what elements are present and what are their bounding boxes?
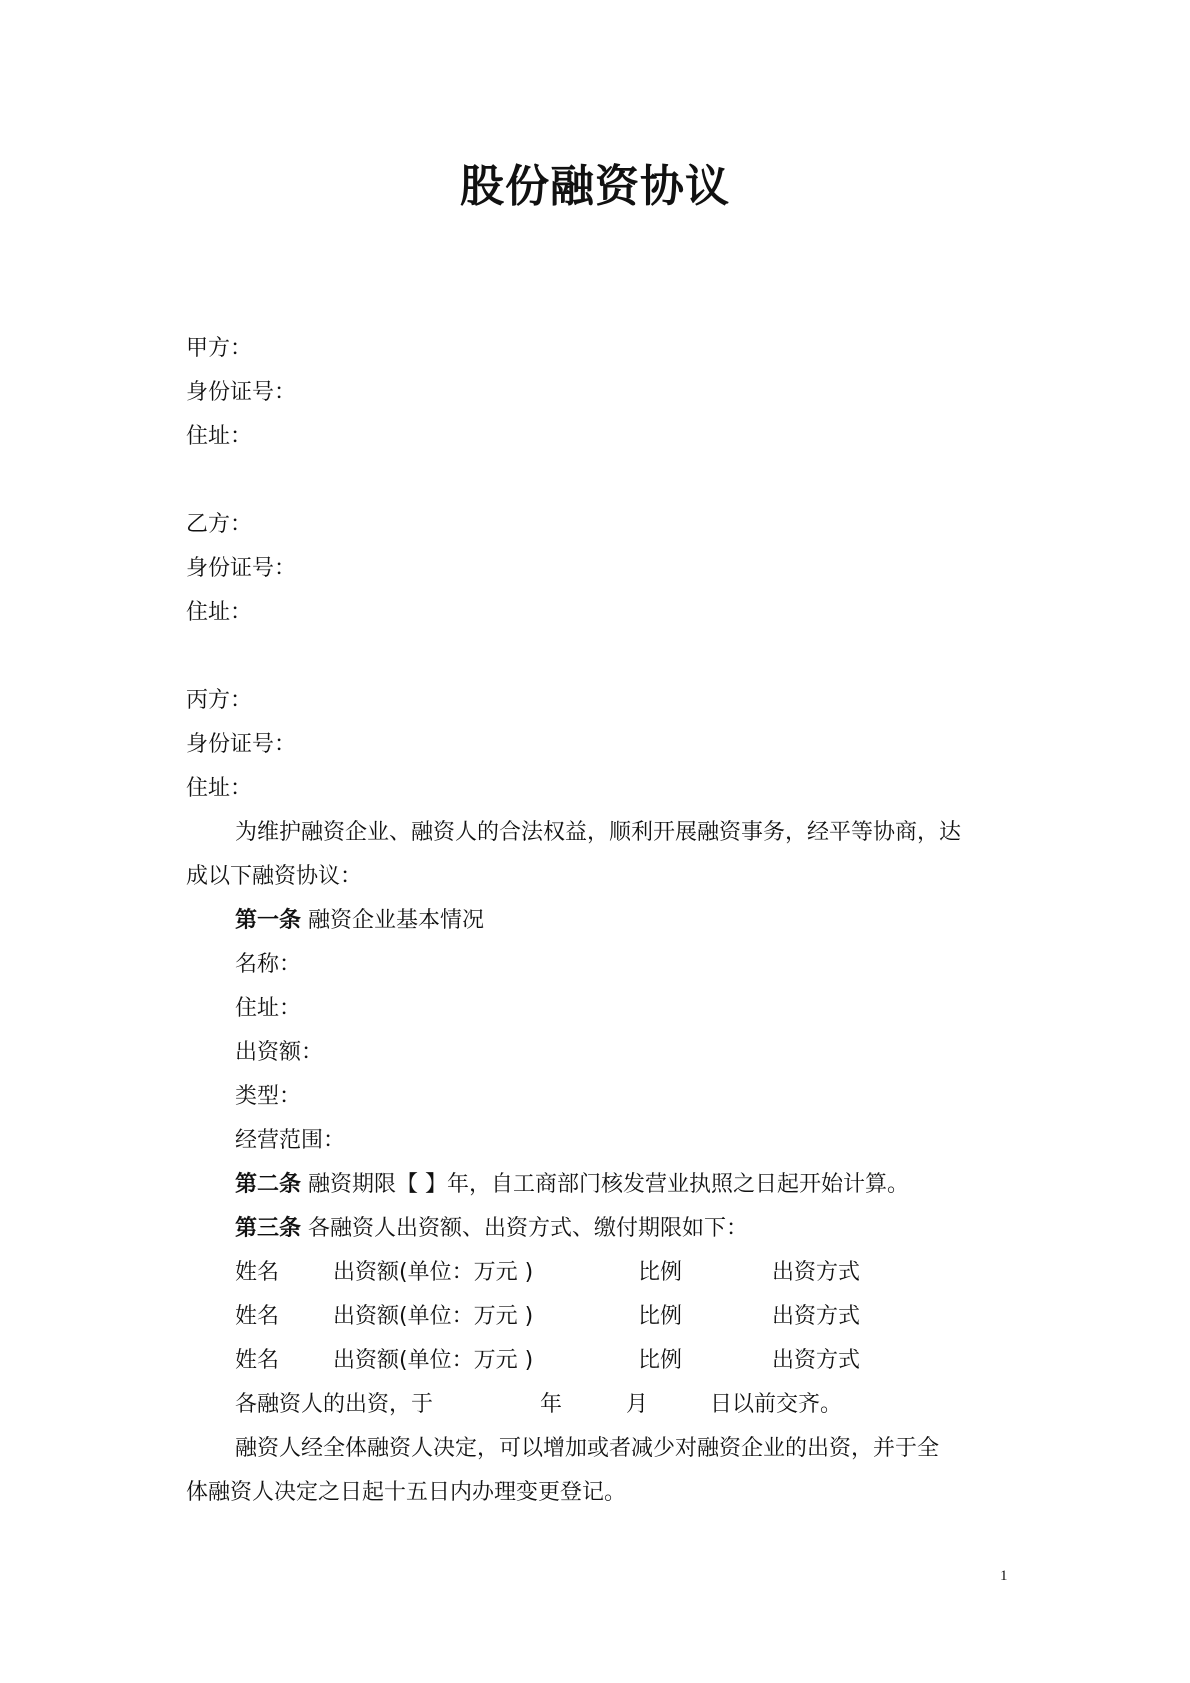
document-title: 股份融资协议 xyxy=(460,161,730,212)
deadline-prefix: 各融资人的出资，于 xyxy=(235,1392,434,1417)
row-1-name: 姓名 xyxy=(235,1260,280,1285)
article-2-heading: 第二条 xyxy=(235,1172,302,1197)
party-b-id: 身份证号： xyxy=(186,556,297,581)
row-1-amount: 出资额(单位：万元 ) xyxy=(333,1260,534,1285)
row-3-ratio: 比例 xyxy=(638,1348,683,1373)
deadline-year: 年 xyxy=(540,1392,563,1417)
row-1-method: 出资方式 xyxy=(772,1260,861,1285)
row-2-method: 出资方式 xyxy=(772,1304,861,1329)
article-1-field-capital: 出资额： xyxy=(235,1040,324,1065)
row-3-amount: 出资额(单位：万元 ) xyxy=(333,1348,534,1373)
article-3-text: 各融资人出资额、出资方式、缴付期限如下： xyxy=(301,1216,749,1241)
party-c-id: 身份证号： xyxy=(186,732,297,757)
row-3-method: 出资方式 xyxy=(772,1348,861,1373)
article-2 xyxy=(235,1170,909,1200)
row-2-name: 姓名 xyxy=(235,1304,280,1329)
change-line-1: 融资人经全体融资人决定，可以增加或者减少对融资企业的出资，并于全 xyxy=(235,1436,940,1461)
party-c-name: 丙方： xyxy=(186,688,253,713)
deadline-day: 日以前交齐。 xyxy=(710,1392,843,1417)
article-3 xyxy=(235,1214,748,1244)
article-1-field-scope: 经营范围： xyxy=(235,1128,346,1153)
intro-line-1: 为维护融资企业、融资人的合法权益，顺利开展融资事务，经平等协商，达 xyxy=(235,820,962,845)
article-1-heading: 第一条 xyxy=(235,908,302,933)
article-1-field-address: 住址： xyxy=(235,996,302,1021)
article-1-title: 融资企业基本情况 xyxy=(301,908,485,933)
party-b-name: 乙方： xyxy=(186,512,253,537)
article-1-field-name: 名称： xyxy=(235,952,302,977)
party-a-id: 身份证号： xyxy=(186,380,297,405)
row-1-ratio: 比例 xyxy=(638,1260,683,1285)
article-1-field-type: 类型： xyxy=(235,1084,302,1109)
article-3-heading: 第三条 xyxy=(235,1216,302,1241)
party-a-address: 住址： xyxy=(186,424,253,449)
page-number: 1 xyxy=(1000,1568,1008,1584)
row-3-name: 姓名 xyxy=(235,1348,280,1373)
intro-line-2: 成以下融资协议： xyxy=(186,864,363,889)
party-c-address: 住址： xyxy=(186,776,253,801)
article-2-text: 融资期限【 】年，自工商部门核发营业执照之日起开始计算。 xyxy=(301,1172,910,1197)
article-1 xyxy=(235,906,484,936)
party-a-name: 甲方： xyxy=(186,336,253,361)
deadline-month: 月 xyxy=(626,1392,649,1417)
row-2-ratio: 比例 xyxy=(638,1304,683,1329)
change-line-2: 体融资人决定之日起十五日内办理变更登记。 xyxy=(186,1480,627,1505)
party-b-address: 住址： xyxy=(186,600,253,625)
row-2-amount: 出资额(单位：万元 ) xyxy=(333,1304,534,1329)
